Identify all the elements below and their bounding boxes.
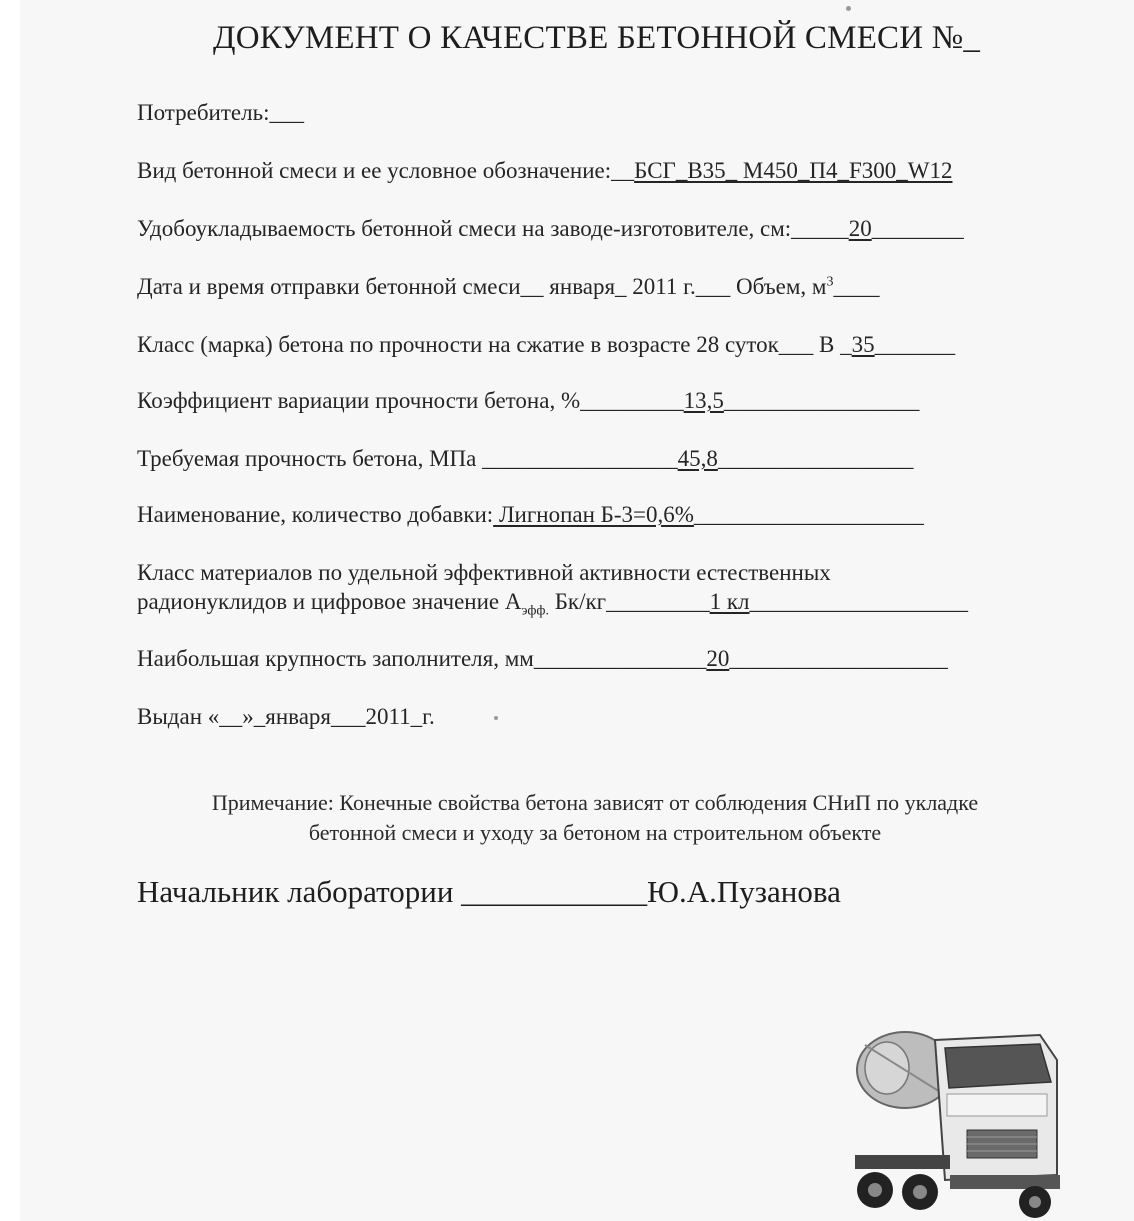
consumer-field: Потребитель:___ xyxy=(137,100,304,125)
mix-type-label: Вид бетонной смеси и ее условное обозначение:__ xyxy=(137,158,635,183)
aggregate-field xyxy=(137,646,948,672)
note-line-1: Примечание: Конечные свойства бетона зависят от соблюдения СНиП по укладке xyxy=(211,790,979,815)
aggregate-label: Наибольшая крупность заполнителя, мм_______________ xyxy=(137,646,707,671)
dispatch-field xyxy=(137,274,879,300)
radionuclide-value: 1 кл xyxy=(709,589,750,614)
workability-field xyxy=(137,216,964,242)
variation-tail: _________________ xyxy=(723,388,920,413)
required-strength-field xyxy=(137,446,913,472)
dispatch-superscript: 3 xyxy=(826,274,834,290)
radionuclide-tail: ___________________ xyxy=(749,589,969,614)
required-strength-label: Требуемая прочность бетона, МПа _________________ xyxy=(137,446,678,471)
concrete-mixer-truck-image xyxy=(835,990,1075,1221)
additive-value: Лигнопан Б-3=0,6% xyxy=(493,502,694,527)
required-strength-tail: _________________ xyxy=(717,446,914,471)
workability-value: 20 xyxy=(848,216,872,241)
issued-field: Выдан «__»_января___2011_г. xyxy=(137,704,435,729)
workability-tail: ________ xyxy=(871,216,964,241)
scan-speck xyxy=(494,716,498,720)
variation-field xyxy=(137,388,919,414)
workability-label: Удобоукладываемость бетонной смеси на заводе-изготовителе, см:_____ xyxy=(137,216,849,241)
aggregate-tail: ___________________ xyxy=(729,646,948,671)
signature-label: Начальник лаборатории ____________ xyxy=(137,874,648,909)
additive-tail: ____________________ xyxy=(693,502,924,527)
signature-name: Ю.А.Пузанова xyxy=(647,874,841,909)
additive-label: Наименование, количество добавки: xyxy=(137,502,494,527)
aggregate-value: 20 xyxy=(706,646,730,671)
radionuclide-line-1: Класс материалов по удельной эффективной активности естественных xyxy=(137,560,831,585)
document-title: ДОКУМЕНТ О КАЧЕСТВЕ БЕТОННОЙ СМЕСИ №_ xyxy=(213,20,981,56)
strength-class-tail: _______ xyxy=(874,332,956,357)
variation-label: Коэффициент вариации прочности бетона, %_________ xyxy=(137,388,684,413)
note-block xyxy=(140,788,1050,848)
mix-type-field xyxy=(137,158,952,184)
dispatch-label: Дата и время отправки бетонной смеси__ января_ 2011 г.___ Объем, м xyxy=(137,274,827,299)
radionuclide-line-2 xyxy=(137,589,968,620)
additive-field xyxy=(137,502,924,528)
strength-class-value: 35 xyxy=(851,332,875,357)
radionuclide-subscript: эфф. xyxy=(521,603,549,619)
strength-class-field xyxy=(137,332,955,358)
strength-class-label: Класс (марка) бетона по прочности на сжатие в возрасте 28 суток___ В _ xyxy=(137,332,852,357)
scan-speck xyxy=(846,6,851,11)
radionuclide-label: радионуклидов и цифровое значение А xyxy=(137,589,522,614)
mix-type-value: БСГ_В35_ М450_П4_F300_W12 xyxy=(634,158,953,183)
variation-value: 13,5 xyxy=(683,388,724,413)
required-strength-value: 45,8 xyxy=(677,446,718,471)
signature-line xyxy=(137,874,841,910)
radionuclide-unit: Бк/кг_________ xyxy=(548,589,710,614)
note-line-2: бетонной смеси и уходу за бетоном на строительном объекте xyxy=(308,820,882,845)
dispatch-tail: ____ xyxy=(833,274,880,299)
